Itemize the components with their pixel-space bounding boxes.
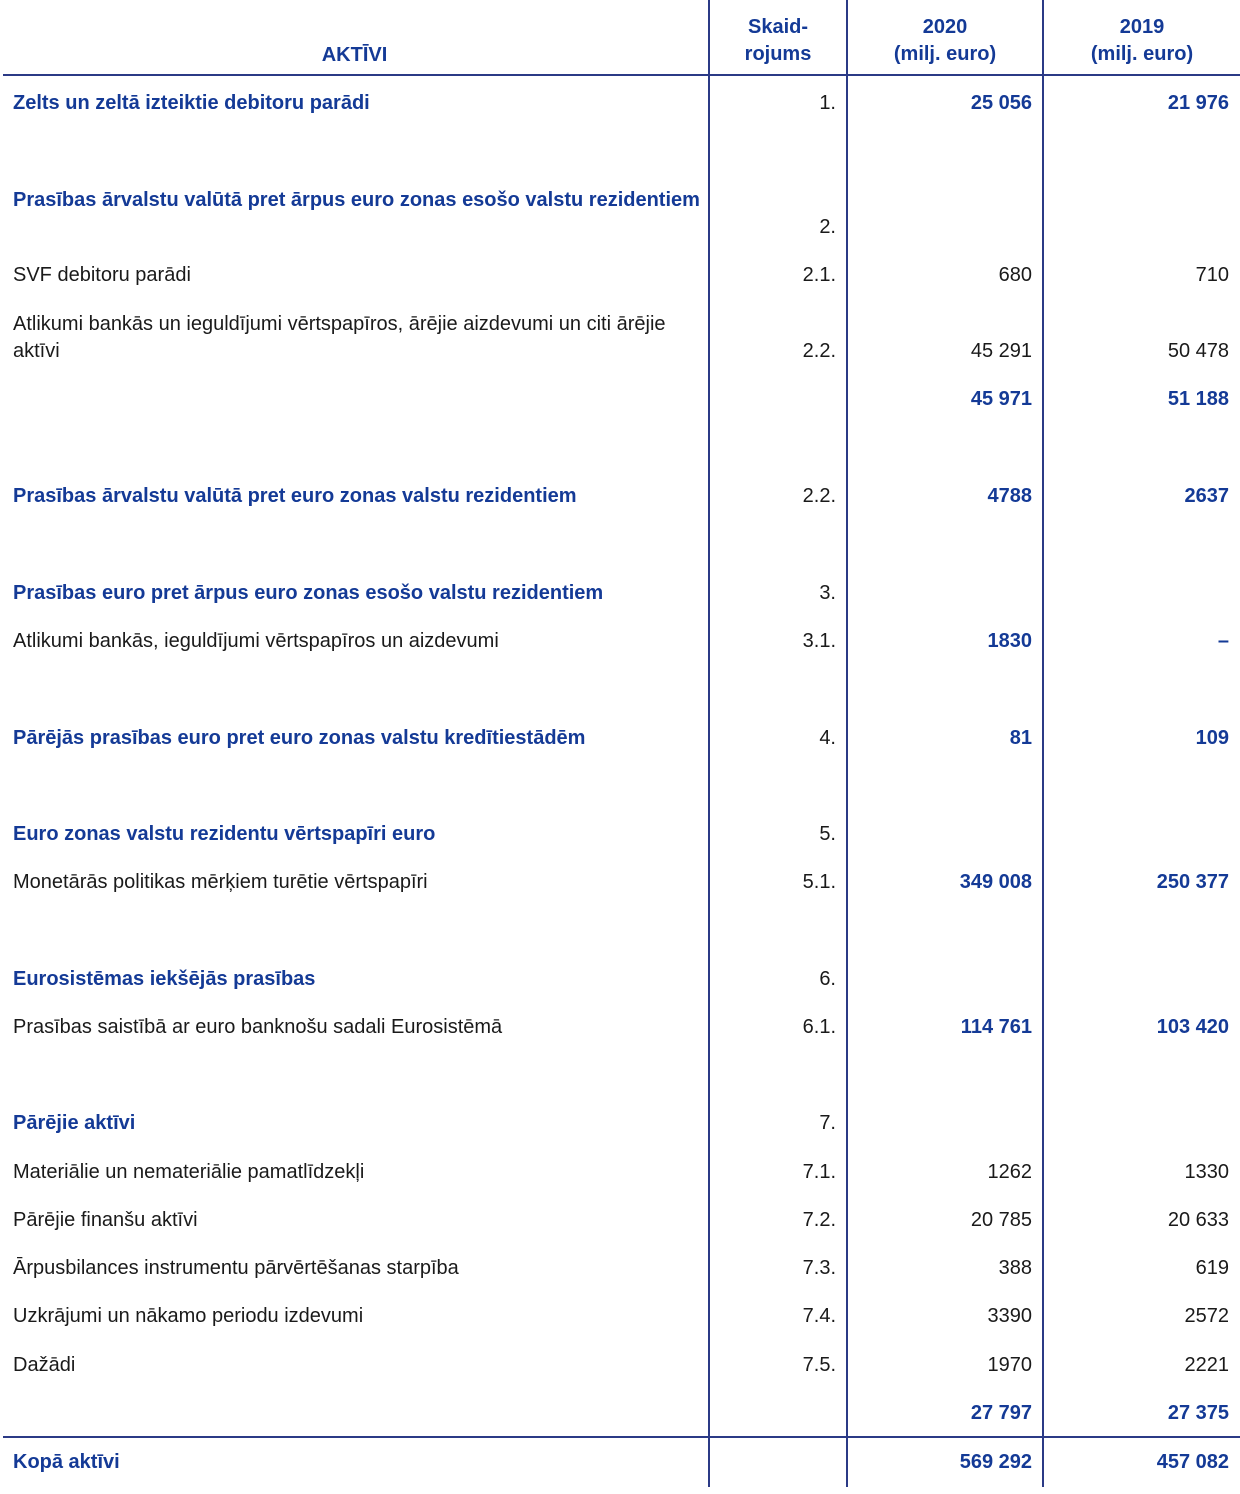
row-value-2020: 1830 xyxy=(987,630,1032,652)
row-value-2020: 1262 xyxy=(987,1161,1032,1183)
column-divider-2019 xyxy=(1042,0,1044,1487)
row-value-2019: 2221 xyxy=(1184,1354,1229,1376)
header-2020 xyxy=(848,14,1042,68)
row-label: Prasības saistībā ar euro banknošu sadali Eurosistēmā xyxy=(13,1016,503,1038)
row-value-2020: 3390 xyxy=(987,1305,1032,1327)
row-value-2019: 2572 xyxy=(1184,1305,1229,1327)
row-value-2019: 103 420 xyxy=(1156,1016,1229,1038)
column-divider-note xyxy=(708,0,710,1487)
row-label: Monetārās politikas mērķiem turētie vērtspapīri xyxy=(13,871,428,893)
row-note: 7. xyxy=(819,1112,836,1134)
row-note: 2.2. xyxy=(802,485,836,507)
row-note: 5. xyxy=(819,823,836,845)
header-2020-unit: (milj. euro) xyxy=(893,43,997,65)
header-assets: AKTĪVI xyxy=(321,44,388,66)
row-value-2019: 20 633 xyxy=(1167,1209,1229,1231)
row-label: Pārējie finanšu aktīvi xyxy=(13,1209,198,1231)
row-note: 5.1. xyxy=(802,871,836,893)
row-note: 3.1. xyxy=(802,630,836,652)
row-value-2020: 680 xyxy=(998,264,1032,286)
row-note: 7.2. xyxy=(802,1209,836,1231)
row-label: Zelts un zeltā izteiktie debitoru parādi xyxy=(13,92,370,114)
header-2019 xyxy=(1044,14,1240,68)
row-value-2020: 45 291 xyxy=(970,340,1032,362)
row-value-2019: 50 478 xyxy=(1167,340,1229,362)
row-label: Uzkrājumi un nākamo periodu izdevumi xyxy=(13,1305,364,1327)
row-label: Ārpusbilances instrumentu pārvērtēšanas starpība xyxy=(13,1257,459,1279)
row-value-2020: 349 008 xyxy=(959,871,1032,893)
row-note: 6.1. xyxy=(802,1016,836,1038)
row-label: Atlikumi bankās un ieguldījumi vērtspapīros, ārējie aizdevumi un citi ārējie aktīvi xyxy=(13,313,666,362)
row-label: SVF debitoru parādi xyxy=(13,264,191,286)
header-note xyxy=(710,14,846,68)
row-note: 2. xyxy=(819,216,836,238)
row-label: Pārējās prasības euro pret euro zonas valstu kredītiestādēm xyxy=(13,727,586,749)
row-note: 2.1. xyxy=(802,264,836,286)
row-value-2020: 1970 xyxy=(987,1354,1032,1376)
row-value-2019: 2637 xyxy=(1184,485,1229,507)
row-note: 7.5. xyxy=(802,1354,836,1376)
subtotal-value-2020: 27 797 xyxy=(970,1402,1032,1424)
row-note: 7.4. xyxy=(802,1305,836,1327)
row-value-2020: 4788 xyxy=(987,485,1032,507)
total-value-2019: 457 082 xyxy=(1156,1451,1229,1473)
header-2019-year: 2019 xyxy=(1119,16,1165,38)
subtotal-value-2020: 45 971 xyxy=(970,388,1032,410)
row-note: 4. xyxy=(819,727,836,749)
row-note: 7.3. xyxy=(802,1257,836,1279)
row-value-2020: 114 761 xyxy=(960,1016,1032,1038)
row-note: 7.1. xyxy=(802,1161,836,1183)
row-label: Prasības ārvalstu valūtā pret ārpus euro zonas esošo valstu rezidentiem xyxy=(13,189,700,211)
row-value-2019: – xyxy=(1217,630,1229,652)
header-rule xyxy=(3,74,1240,76)
header-2020-year: 2020 xyxy=(922,16,968,38)
row-value-2019: 109 xyxy=(1195,727,1229,749)
header-note-line1: Skaid- xyxy=(747,16,809,38)
row-note: 1. xyxy=(819,92,836,114)
row-value-2019: 619 xyxy=(1195,1257,1229,1279)
subtotal-value-2019: 51 188 xyxy=(1167,388,1229,410)
header-note-line2: rojums xyxy=(744,43,812,65)
row-label: Materiālie un nemateriālie pamatlīdzekļi xyxy=(13,1161,365,1183)
row-value-2020: 81 xyxy=(1009,727,1032,749)
row-note: 3. xyxy=(819,582,836,604)
row-value-2019: 250 377 xyxy=(1156,871,1229,893)
total-rule xyxy=(3,1436,1240,1438)
header-2019-unit: (milj. euro) xyxy=(1090,43,1194,65)
row-value-2020: 25 056 xyxy=(970,92,1032,114)
row-label: Pārējie aktīvi xyxy=(13,1112,136,1134)
row-label: Dažādi xyxy=(13,1354,76,1376)
row-label: Euro zonas valstu rezidentu vērtspapīri euro xyxy=(13,823,436,845)
subtotal-value-2019: 27 375 xyxy=(1167,1402,1229,1424)
row-label: Prasības euro pret ārpus euro zonas esošo valstu rezidentiem xyxy=(13,582,604,604)
row-note: 6. xyxy=(819,968,836,990)
total-value-2020: 569 292 xyxy=(959,1451,1032,1473)
row-value-2020: 388 xyxy=(998,1257,1032,1279)
total-label: Kopā aktīvi xyxy=(13,1451,120,1473)
row-value-2019: 1330 xyxy=(1184,1161,1229,1183)
row-value-2019: 21 976 xyxy=(1167,92,1229,114)
row-label: Prasības ārvalstu valūtā pret euro zonas valstu rezidentiem xyxy=(13,485,577,507)
column-divider-2020 xyxy=(846,0,848,1487)
row-label: Eurosistēmas iekšējās prasības xyxy=(13,968,316,990)
row-value-2019: 710 xyxy=(1195,264,1229,286)
row-note: 2.2. xyxy=(802,340,836,362)
row-label: Atlikumi bankās, ieguldījumi vērtspapīros un aizdevumi xyxy=(13,630,499,652)
row-value-2020: 20 785 xyxy=(970,1209,1032,1231)
